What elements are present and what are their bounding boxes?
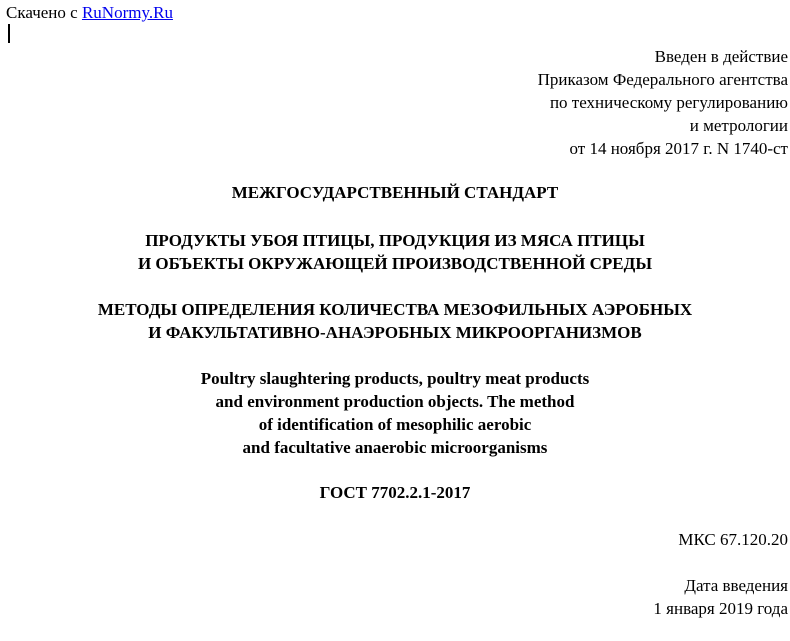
mks-code-text: МКС 67.120.20 (678, 530, 788, 549)
title-en-line: of identification of mesophilic aerobic (258, 415, 532, 434)
title-en-line: and facultative anaerobic microorganisms (242, 438, 548, 457)
gost-number (0, 481, 790, 504)
standard-type (0, 181, 790, 204)
introduced-line: от 14 ноября 2017 г. N 1740-ст (569, 139, 788, 158)
introduced-line: Введен в действие (654, 47, 788, 66)
standard-type-text: МЕЖГОСУДАРСТВЕННЫЙ СТАНДАРТ (231, 183, 559, 202)
title-en-line: and environment production objects. The method (215, 392, 575, 411)
introduced-line: и метрологии (689, 116, 788, 135)
introduced-line: Приказом Федерального агентства (537, 70, 788, 89)
subtitle-ru (0, 298, 790, 344)
title-en-line: Poultry slaughtering products, poultry meat products (200, 369, 590, 388)
effective-date-value: 1 января 2019 года (653, 599, 788, 618)
gost-number-text: ГОСТ 7702.2.1-2017 (319, 483, 471, 502)
subtitle-ru-line: МЕТОДЫ ОПРЕДЕЛЕНИЯ КОЛИЧЕСТВА МЕЗОФИЛЬНЫХ АЭРОБНЫХ (97, 300, 693, 319)
source-note-prefix: Скачено с (6, 3, 78, 22)
runormy-link[interactable]: RuNormy.Ru (81, 3, 173, 22)
effective-date-label: Дата введения (684, 576, 788, 595)
title-ru (0, 229, 790, 275)
effective-date-block (653, 574, 788, 620)
title-ru-line: И ОБЪЕКТЫ ОКРУЖАЮЩЕЙ ПРОИЗВОДСТВЕННОЙ СРЕДЫ (137, 254, 653, 273)
title-en (0, 367, 790, 459)
mks-code (678, 528, 788, 551)
introduced-line: по техническому регулированию (549, 93, 788, 112)
source-note (6, 1, 173, 24)
subtitle-ru-line: И ФАКУЛЬТАТИВНО-АНАЭРОБНЫХ МИКРООРГАНИЗМОВ (148, 323, 642, 342)
introduced-block (538, 45, 788, 160)
title-ru-line: ПРОДУКТЫ УБОЯ ПТИЦЫ, ПРОДУКЦИЯ ИЗ МЯСА ПТИЦЫ (145, 231, 645, 250)
text-cursor (8, 24, 10, 43)
